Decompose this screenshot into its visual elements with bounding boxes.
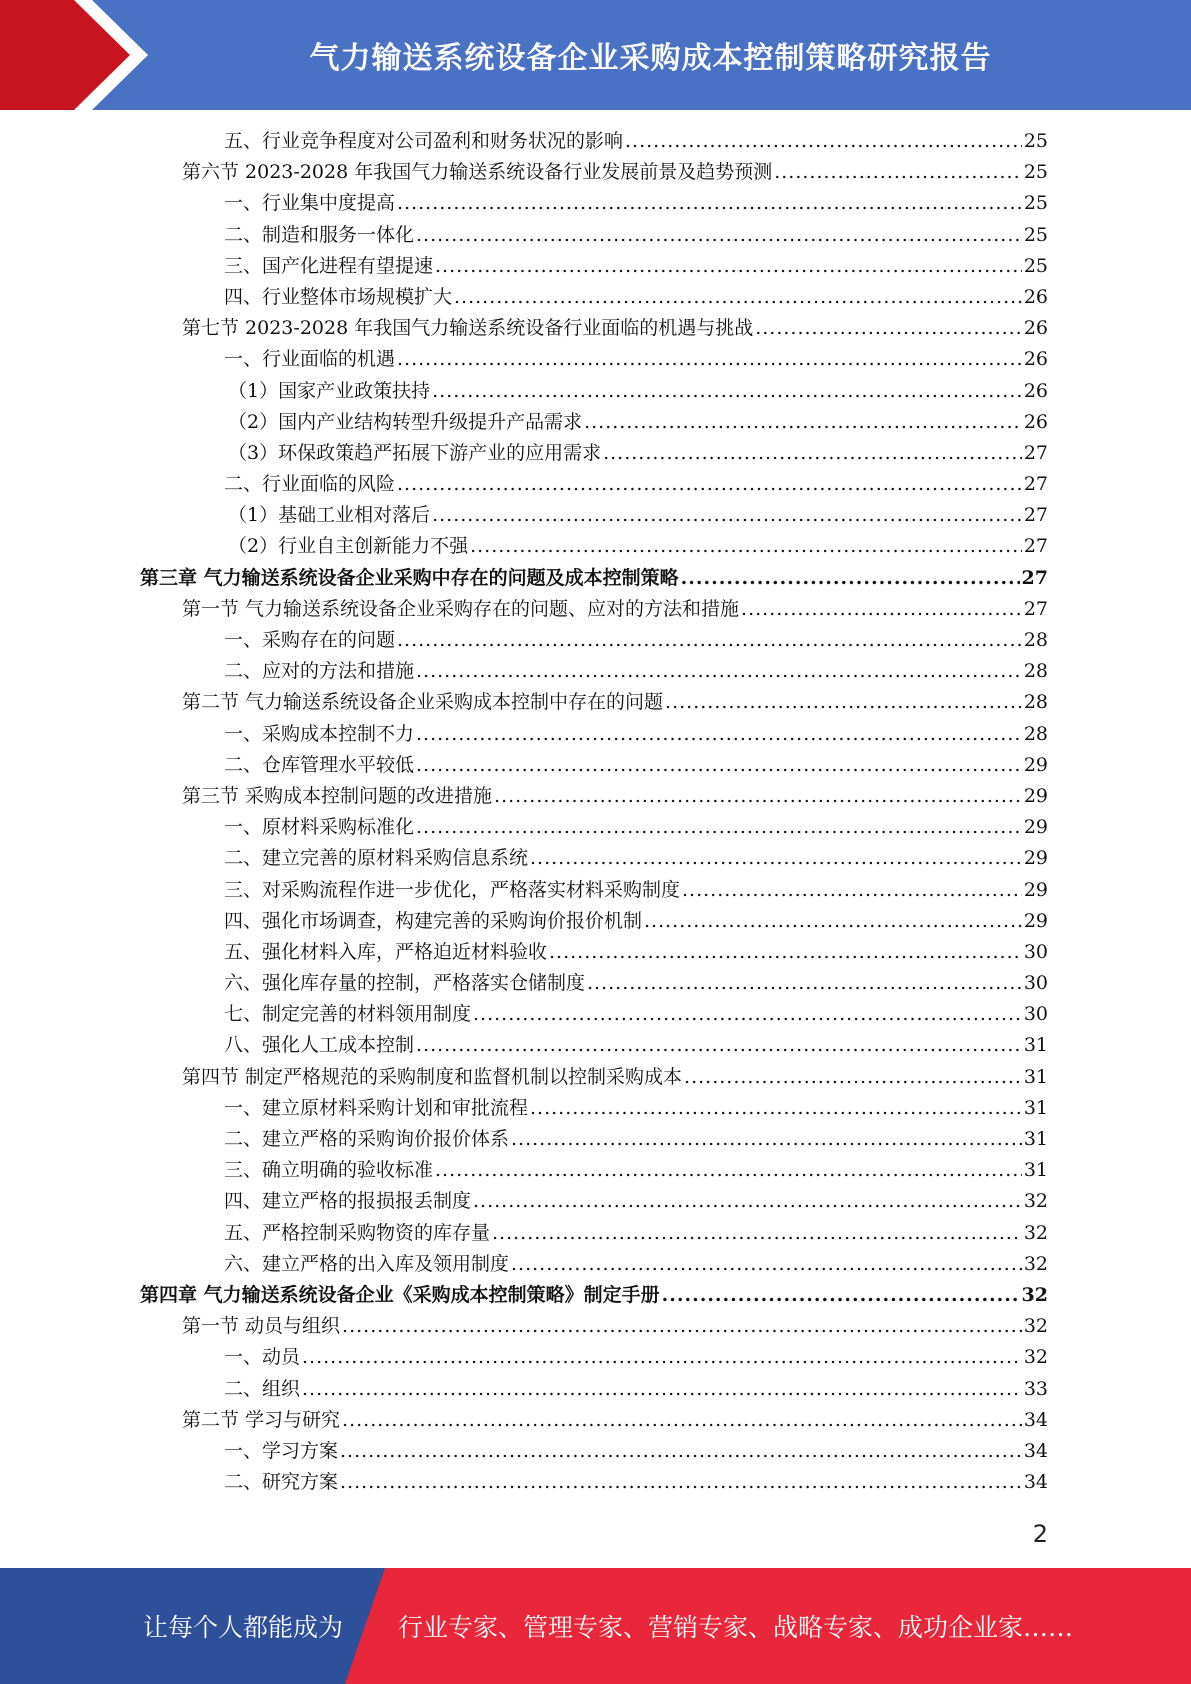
page-number: 2: [1032, 1520, 1048, 1548]
toc-entry-page: 29: [1023, 878, 1048, 901]
toc-entry-page: 27: [1023, 535, 1048, 558]
toc-entry-page: 31: [1023, 1096, 1048, 1119]
toc-leader-dots: [684, 1062, 1022, 1093]
toc-leader-dots: [416, 719, 1022, 750]
toc-entry[interactable]: [140, 1280, 1048, 1311]
toc-entry-title: 第一节 动员与组织: [182, 1315, 341, 1338]
toc-entry-title: 第三章 气力输送系统设备企业采购中存在的问题及成本控制策略: [140, 566, 679, 589]
toc-leader-dots: [432, 500, 1022, 531]
toc-leader-dots: [530, 843, 1022, 874]
toc-entry-page: 31: [1023, 1159, 1048, 1182]
toc-leader-dots: [644, 906, 1022, 937]
toc-entry-title: （2）行业自主创新能力不强: [228, 535, 469, 558]
toc-entry-page: 32: [1023, 1346, 1048, 1369]
toc-entry-title: 一、建立原材料采购计划和审批流程: [224, 1096, 529, 1119]
toc-leader-dots: [416, 1030, 1022, 1061]
toc-entry-page: 32: [1023, 1252, 1048, 1275]
toc-entry[interactable]: [140, 812, 1048, 843]
toc-entry-page: 27: [1023, 473, 1048, 496]
toc-entry[interactable]: [140, 282, 1048, 313]
toc-entry[interactable]: [140, 563, 1048, 594]
toc-entry-title: 一、行业集中度提高: [224, 192, 396, 215]
toc-leader-dots: [416, 220, 1022, 251]
toc-leader-dots: [530, 1093, 1022, 1124]
toc-leader-dots: [682, 875, 1022, 906]
toc-entry-title: 二、建立完善的原材料采购信息系统: [224, 847, 529, 870]
toc-entry-title: （1）基础工业相对落后: [228, 504, 431, 527]
toc-entry[interactable]: [140, 1436, 1048, 1467]
toc-entry-page: 27: [1023, 597, 1048, 620]
toc-entry-title: （3）环保政策趋严拓展下游产业的应用需求: [228, 441, 602, 464]
toc-entry-title: 四、行业整体市场规模扩大: [224, 285, 453, 308]
toc-entry-title: 二、研究方案: [224, 1471, 339, 1494]
toc-entry-page: 27: [1021, 566, 1048, 589]
toc-leader-dots: [549, 937, 1022, 968]
toc-leader-dots: [494, 781, 1022, 812]
toc-leader-dots: [340, 1467, 1022, 1498]
toc-entry-title: 六、建立严格的出入库及领用制度: [224, 1252, 510, 1275]
toc-entry[interactable]: [140, 344, 1048, 375]
toc-leader-dots: [492, 1218, 1022, 1249]
toc-leader-dots: [416, 812, 1022, 843]
toc-entry[interactable]: [140, 687, 1048, 718]
toc-entry-title: 二、组织: [224, 1377, 301, 1400]
red-arrow-logo: [0, 0, 160, 110]
toc-entry[interactable]: [140, 469, 1048, 500]
toc-entry-title: 三、确立明确的验收标准: [224, 1159, 434, 1182]
toc-entry-title: 八、强化人工成本控制: [224, 1034, 415, 1057]
toc-entry-page: 29: [1023, 784, 1048, 807]
toc-entry-title: 五、严格控制采购物资的库存量: [224, 1221, 491, 1244]
toc-entry-title: 三、国产化进程有望提速: [224, 254, 434, 277]
toc-entry-title: 第四章 气力输送系统设备企业《采购成本控制策略》制定手册: [140, 1283, 660, 1306]
toc-entry-page: 29: [1023, 753, 1048, 776]
toc-entry-title: 一、原材料采购标准化: [224, 816, 415, 839]
toc-entry-page: 29: [1023, 847, 1048, 870]
toc-entry-title: （2）国内产业结构转型升级提升产品需求: [228, 410, 583, 433]
toc-leader-dots: [302, 1374, 1022, 1405]
toc-entry[interactable]: [140, 220, 1048, 251]
toc-entry[interactable]: [140, 1186, 1048, 1217]
toc-entry[interactable]: [140, 251, 1048, 282]
toc-entry-page: 26: [1023, 317, 1048, 340]
toc-entry-title: （1）国家产业政策扶持: [228, 379, 431, 402]
toc-leader-dots: [342, 1405, 1022, 1436]
toc-entry[interactable]: [140, 999, 1048, 1030]
toc-entry-title: 二、应对的方法和措施: [224, 660, 415, 683]
toc-entry[interactable]: [140, 376, 1048, 407]
toc-entry-page: 33: [1023, 1377, 1048, 1400]
toc-entry[interactable]: [140, 625, 1048, 656]
toc-entry[interactable]: [140, 1062, 1048, 1093]
toc-entry-title: 一、采购成本控制不力: [224, 722, 415, 745]
toc-entry[interactable]: [140, 750, 1048, 781]
toc-entry-page: 34: [1023, 1439, 1048, 1462]
toc-leader-dots: [473, 999, 1022, 1030]
toc-entry[interactable]: [140, 531, 1048, 562]
toc-entry-title: 二、制造和服务一体化: [224, 223, 415, 246]
report-title: 气力输送系统设备企业采购成本控制策略研究报告: [309, 41, 992, 76]
toc-entry-page: 25: [1023, 192, 1048, 215]
toc-entry-title: 二、仓库管理水平较低: [224, 753, 415, 776]
footer-slogan-left: 让每个人都能成为: [143, 1613, 344, 1642]
toc-entry[interactable]: [140, 188, 1048, 219]
toc-leader-dots: [625, 126, 1022, 157]
toc-entry-page: 25: [1023, 223, 1048, 246]
toc-entry[interactable]: [140, 656, 1048, 687]
page-header: [0, 0, 1191, 110]
toc-entry-page: 26: [1023, 379, 1048, 402]
toc-entry-title: 第二节 气力输送系统设备企业采购成本控制中存在的问题: [182, 691, 664, 714]
toc-entry-page: 25: [1023, 161, 1048, 184]
toc-entry-title: 第六节 2023-2028 年我国气力输送系统设备行业发展前景及趋势预测: [182, 161, 773, 184]
toc-entry-page: 27: [1023, 504, 1048, 527]
toc-entry-page: 25: [1023, 254, 1048, 277]
toc-entry[interactable]: [140, 313, 1048, 344]
toc-entry[interactable]: [140, 875, 1048, 906]
toc-leader-dots: [397, 188, 1022, 219]
toc-entry[interactable]: [140, 781, 1048, 812]
toc-entry[interactable]: [140, 1218, 1048, 1249]
toc-leader-dots: [511, 1124, 1022, 1155]
toc-leader-dots: [665, 687, 1022, 718]
toc-entry-page: 34: [1023, 1408, 1048, 1431]
toc-leader-dots: [397, 469, 1022, 500]
toc-entry-page: 34: [1023, 1471, 1048, 1494]
toc-entry-title: 五、强化材料入库，严格迫近材料验收: [224, 940, 548, 963]
table-of-contents: [140, 126, 1048, 1498]
toc-entry[interactable]: [140, 843, 1048, 874]
toc-entry-page: 28: [1023, 691, 1048, 714]
toc-entry-page: 30: [1023, 1003, 1048, 1026]
toc-leader-dots: [416, 656, 1022, 687]
toc-entry[interactable]: [140, 968, 1048, 999]
toc-entry[interactable]: [140, 594, 1048, 625]
toc-leader-dots: [587, 968, 1022, 999]
toc-leader-dots: [340, 1436, 1022, 1467]
toc-entry-page: 28: [1023, 660, 1048, 683]
toc-entry[interactable]: [140, 1124, 1048, 1155]
toc-leader-dots: [603, 438, 1022, 469]
toc-leader-dots: [432, 376, 1022, 407]
toc-entry[interactable]: [140, 1374, 1048, 1405]
toc-entry-title: 第四节 制定严格规范的采购制度和监督机制以控制采购成本: [182, 1065, 683, 1088]
toc-entry-page: 28: [1023, 629, 1048, 651]
toc-entry[interactable]: [140, 1249, 1048, 1280]
toc-leader-dots: [473, 1186, 1022, 1217]
toc-entry-title: 六、强化库存量的控制，严格落实仓储制度: [224, 972, 586, 995]
page-footer: [0, 1568, 1191, 1684]
toc-entry-title: 四、建立严格的报损报丢制度: [224, 1190, 472, 1213]
toc-entry-page: 26: [1023, 348, 1048, 371]
toc-entry-title: 四、强化市场调查，构建完善的采购询价报价机制: [224, 909, 643, 932]
toc-leader-dots: [435, 1155, 1022, 1186]
toc-leader-dots: [741, 594, 1022, 625]
toc-entry-title: 一、行业面临的机遇: [224, 348, 396, 371]
toc-leader-dots: [584, 407, 1022, 438]
toc-leader-dots: [416, 750, 1022, 781]
toc-entry-title: 七、制定完善的材料领用制度: [224, 1003, 472, 1026]
toc-entry[interactable]: [140, 407, 1048, 438]
toc-leader-dots: [397, 344, 1022, 375]
toc-entry[interactable]: [140, 1467, 1048, 1498]
toc-leader-dots: [397, 625, 1022, 656]
toc-entry[interactable]: [140, 1155, 1048, 1186]
toc-leader-dots: [470, 531, 1022, 562]
toc-entry-page: 32: [1021, 1283, 1048, 1306]
toc-entry-page: 29: [1023, 816, 1048, 839]
toc-leader-dots: [662, 1280, 1020, 1311]
toc-entry[interactable]: [140, 126, 1048, 157]
toc-entry-page: 29: [1023, 909, 1048, 932]
toc-leader-dots: [342, 1311, 1022, 1342]
toc-entry-page: 32: [1023, 1190, 1048, 1213]
toc-entry-page: 26: [1023, 410, 1048, 433]
toc-entry-page: 27: [1023, 441, 1048, 464]
toc-entry[interactable]: [140, 1030, 1048, 1061]
toc-entry[interactable]: [140, 1342, 1048, 1373]
toc-entry-title: 第二节 学习与研究: [182, 1408, 341, 1431]
toc-leader-dots: [681, 563, 1020, 594]
toc-entry[interactable]: [140, 500, 1048, 531]
toc-entry[interactable]: [140, 937, 1048, 968]
toc-entry-title: 三、对采购流程作进一步优化，严格落实材料采购制度: [224, 878, 681, 901]
toc-leader-dots: [435, 251, 1022, 282]
toc-entry[interactable]: [140, 157, 1048, 188]
toc-entry-page: 28: [1023, 722, 1048, 745]
toc-entry[interactable]: [140, 1405, 1048, 1436]
toc-entry[interactable]: [140, 719, 1048, 750]
toc-entry-page: 32: [1023, 1315, 1048, 1338]
toc-entry-page: 30: [1023, 940, 1048, 963]
toc-entry-title: 二、行业面临的风险: [224, 473, 396, 496]
toc-leader-dots: [511, 1249, 1022, 1280]
toc-leader-dots: [774, 157, 1022, 188]
toc-entry-page: 30: [1023, 972, 1048, 995]
toc-entry-title: 第一节 气力输送系统设备企业采购存在的问题、应对的方法和措施: [182, 597, 740, 620]
toc-entry-page: 31: [1023, 1034, 1048, 1057]
toc-entry-title: 二、建立严格的采购询价报价体系: [224, 1128, 510, 1150]
toc-entry-title: 五、行业竞争程度对公司盈利和财务状况的影响: [224, 130, 624, 152]
toc-entry-page: 25: [1023, 130, 1048, 152]
toc-leader-dots: [454, 282, 1022, 313]
toc-entry[interactable]: [140, 1093, 1048, 1124]
toc-entry[interactable]: [140, 438, 1048, 469]
toc-entry[interactable]: [140, 906, 1048, 937]
toc-entry-page: 32: [1023, 1221, 1048, 1244]
toc-entry-title: 第七节 2023-2028 年我国气力输送系统设备行业面临的机遇与挑战: [182, 317, 754, 340]
toc-entry[interactable]: [140, 1311, 1048, 1342]
toc-entry-page: 26: [1023, 285, 1048, 308]
toc-leader-dots: [302, 1342, 1022, 1373]
footer-slogan-right: 行业专家、管理专家、营销专家、战略专家、成功企业家……: [398, 1613, 1074, 1642]
toc-entry-title: 一、采购存在的问题: [224, 629, 396, 651]
toc-leader-dots: [755, 313, 1022, 344]
toc-entry-title: 第三节 采购成本控制问题的改进措施: [182, 784, 493, 807]
toc-entry-page: 31: [1023, 1065, 1048, 1088]
toc-entry-title: 一、学习方案: [224, 1439, 339, 1462]
toc-entry-title: 一、动员: [224, 1346, 301, 1369]
toc-entry-page: 31: [1023, 1128, 1048, 1150]
